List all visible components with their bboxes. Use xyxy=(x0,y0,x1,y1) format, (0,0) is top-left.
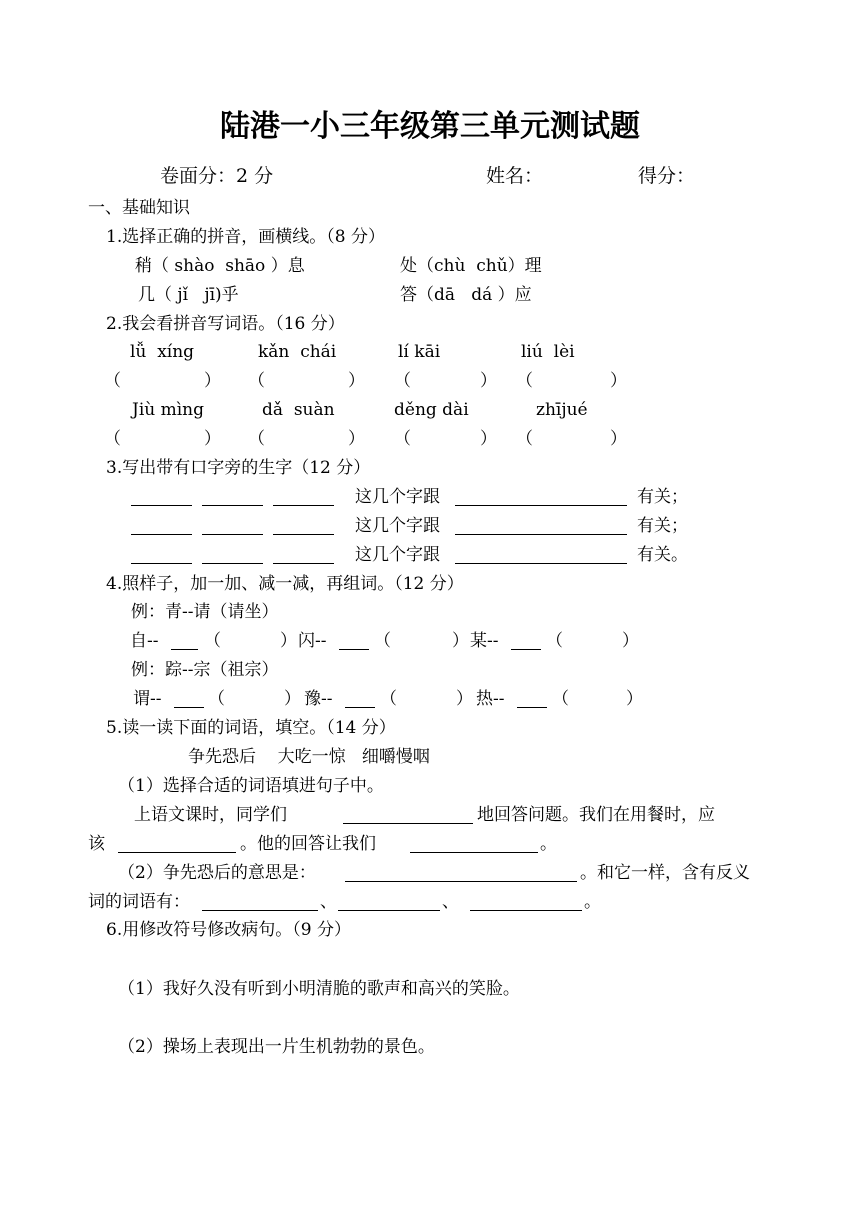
blank-line[interactable] xyxy=(131,534,192,535)
q3-row-end: 有关； xyxy=(637,516,688,536)
q6-sentence: （2）操场上表现出一片生机勃勃的景色。 xyxy=(118,1037,435,1057)
blank-line[interactable] xyxy=(517,707,547,708)
page-title: 陆港一小三年级第三单元测试题 xyxy=(220,109,640,144)
answer-paren-open: （ xyxy=(394,371,411,391)
q1-item: 答（dā dá ）应 xyxy=(400,285,532,305)
answer-paren-close: ） xyxy=(348,371,365,391)
answer-paren-close: ） xyxy=(480,429,497,449)
answer-paren-close: ） xyxy=(480,371,497,391)
q6-title: 6.用修改符号修改病句。（9 分） xyxy=(106,920,351,940)
answer-paren-open: （ xyxy=(204,631,221,651)
answer-paren-open: （ xyxy=(104,429,121,449)
q4-item: 某-- xyxy=(470,631,499,651)
blank-line[interactable] xyxy=(118,852,236,853)
q1-item: 稍（ shào shāo ）息 xyxy=(135,256,305,276)
pinyin-prompt: kǎn chái xyxy=(258,342,337,362)
pinyin-prompt: lǚ xíng xyxy=(130,342,195,362)
q5-sentence: 。和它一样，含有反义 xyxy=(580,863,750,883)
blank-line[interactable] xyxy=(273,534,334,535)
q5-sentence: 上语文课时，同学们 xyxy=(134,805,287,825)
blank-line[interactable] xyxy=(470,910,582,911)
answer-paren-close: ） xyxy=(348,429,365,449)
q5-sentence: 。他的回答让我们 xyxy=(240,834,376,854)
name-label: 姓名： xyxy=(486,165,544,187)
q5-sentence: 该 xyxy=(88,834,105,854)
answer-paren-open: （ xyxy=(546,631,563,651)
answer-paren-close: ） xyxy=(456,689,473,709)
blank-line[interactable] xyxy=(455,534,627,535)
pinyin-prompt: dǎ suàn xyxy=(262,400,335,420)
q1-item: 处（chù chǔ）理 xyxy=(400,256,542,276)
q5-sentence: 。 xyxy=(540,834,557,854)
pinyin-prompt: děng dài xyxy=(394,400,469,420)
q3-row-text: 这几个字跟 xyxy=(355,487,440,507)
blank-line[interactable] xyxy=(345,707,375,708)
q3-row-end: 有关。 xyxy=(637,545,688,565)
answer-paren-open: （ xyxy=(516,371,533,391)
blank-line[interactable] xyxy=(202,505,263,506)
answer-paren-close: ） xyxy=(610,429,627,449)
pinyin-prompt: liú lèi xyxy=(521,342,575,362)
q4-item: 自-- xyxy=(130,631,159,651)
q5-sub-question: （2）争先恐后的意思是： xyxy=(118,863,316,883)
end-mark: 。 xyxy=(584,892,601,912)
answer-paren-open: （ xyxy=(208,689,225,709)
q5-sentence: 地回答问题。我们在用餐时，应 xyxy=(477,805,715,825)
q5-sentence: 词的词语有： xyxy=(88,892,190,912)
q4-example: 例：踪--宗（祖宗） xyxy=(131,660,279,680)
q3-row-text: 这几个字跟 xyxy=(355,545,440,565)
answer-paren-open: （ xyxy=(248,429,265,449)
blank-line[interactable] xyxy=(202,563,263,564)
blank-line[interactable] xyxy=(410,852,538,853)
q4-example: 例：青--请（请坐） xyxy=(131,602,279,622)
answer-paren-open: （ xyxy=(248,371,265,391)
blank-line[interactable] xyxy=(273,563,334,564)
q5-title: 5.读一读下面的词语，填空。（14 分） xyxy=(106,718,396,738)
answer-paren-close: ） xyxy=(280,631,297,651)
blank-line[interactable] xyxy=(202,910,318,911)
blank-line[interactable] xyxy=(174,707,204,708)
answer-paren-close: ） xyxy=(204,429,221,449)
blank-line[interactable] xyxy=(511,649,541,650)
blank-line[interactable] xyxy=(455,505,627,506)
q4-item: 豫-- xyxy=(304,689,333,709)
answer-paren-open: （ xyxy=(374,631,391,651)
blank-line[interactable] xyxy=(273,505,334,506)
answer-paren-open: （ xyxy=(394,429,411,449)
q5-word-list: 争先恐后 大吃一惊 细嚼慢咽 xyxy=(188,747,430,767)
answer-paren-close: ） xyxy=(622,631,639,651)
q1-title: 1.选择正确的拼音，画横线。（8 分） xyxy=(106,227,385,247)
answer-paren-open: （ xyxy=(516,429,533,449)
q4-item: 谓-- xyxy=(133,689,162,709)
q5-sub-question: （1）选择合适的词语填进句子中。 xyxy=(118,776,384,796)
pinyin-prompt: zhījué xyxy=(536,400,588,420)
q4-item: 热-- xyxy=(476,689,505,709)
pinyin-prompt: Jiù mìng xyxy=(132,400,204,420)
blank-line[interactable] xyxy=(171,649,198,650)
answer-paren-open: （ xyxy=(552,689,569,709)
blank-line[interactable] xyxy=(339,649,369,650)
answer-paren-close: ） xyxy=(626,689,643,709)
separator: 、 xyxy=(442,892,459,912)
q2-title: 2.我会看拼音写词语。（16 分） xyxy=(106,314,345,334)
pinyin-prompt: lí kāi xyxy=(398,342,441,362)
blank-line[interactable] xyxy=(455,563,627,564)
q4-title: 4.照样子，加一加、减一减，再组词。（12 分） xyxy=(106,574,464,594)
blank-line[interactable] xyxy=(343,823,473,824)
q3-row-text: 这几个字跟 xyxy=(355,516,440,536)
blank-line[interactable] xyxy=(338,910,440,911)
section-heading: 一、基础知识 xyxy=(88,198,190,218)
blank-line[interactable] xyxy=(345,881,577,882)
points-label: 得分： xyxy=(638,165,696,187)
q4-item: 闪-- xyxy=(298,631,327,651)
answer-paren-close: ） xyxy=(284,689,301,709)
blank-line[interactable] xyxy=(131,505,192,506)
answer-paren-close: ） xyxy=(204,371,221,391)
answer-paren-open: （ xyxy=(380,689,397,709)
separator: 、 xyxy=(320,892,337,912)
blank-line[interactable] xyxy=(131,563,192,564)
answer-paren-close: ） xyxy=(610,371,627,391)
answer-paren-close: ） xyxy=(452,631,469,651)
q3-title: 3.写出带有口字旁的生字（12 分） xyxy=(106,458,371,478)
q6-sentence: （1）我好久没有听到小明清脆的歌声和高兴的笑脸。 xyxy=(118,979,520,999)
answer-paren-open: （ xyxy=(104,371,121,391)
q3-row-end: 有关； xyxy=(637,487,688,507)
q1-item: 几（ jǐ jī)乎 xyxy=(138,285,239,305)
blank-line[interactable] xyxy=(202,534,263,535)
score-label: 卷面分：2 分 xyxy=(160,165,274,187)
